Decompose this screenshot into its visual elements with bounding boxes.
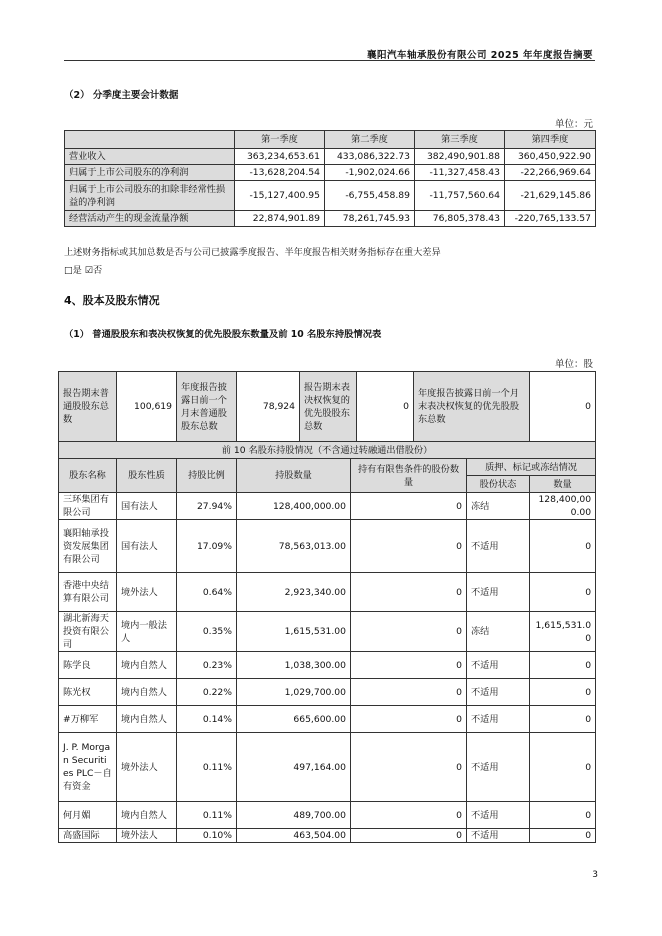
summary-label: 年度报告披露日前一个月末普通股股东总数 xyxy=(177,372,237,442)
shareholders-subtitle: （1） 普通股股东和表决权恢复的优先股股东数量及前 10 名股东持股情况表 xyxy=(64,329,382,340)
summary-value: 0 xyxy=(530,372,596,442)
quarterly-row-label: 营业收入 xyxy=(65,149,235,165)
col-header-name: 股东名称 xyxy=(59,459,117,493)
table-row xyxy=(59,493,596,520)
holder-quantity: 1,615,531.00 xyxy=(237,612,351,652)
holder-quantity: 497,164.00 xyxy=(237,733,351,802)
holder-name: 何月媚 xyxy=(59,802,117,829)
holder-name: 香港中央结算有限公司 xyxy=(59,573,117,612)
summary-value: 78,924 xyxy=(237,372,300,442)
holder-restricted: 0 xyxy=(351,829,467,843)
summary-label: 报告期末普通股股东总数 xyxy=(59,372,117,442)
holder-name: 高盛国际 xyxy=(59,829,117,843)
top10-title: 前 10 名股东持股情况（不含通过转融通出借股份） xyxy=(59,442,596,459)
table-row xyxy=(59,679,596,706)
holder-quantity: 1,029,700.00 xyxy=(237,679,351,706)
holder-pledge-qty: 0 xyxy=(530,520,596,573)
table-row xyxy=(59,802,596,829)
quarterly-cell: -11,327,458.43 xyxy=(415,165,505,181)
holder-restricted: 0 xyxy=(351,493,467,520)
holder-pledge-qty: 0 xyxy=(530,573,596,612)
holder-name: J. P. Morgan Securities PLC－自有资金 xyxy=(59,733,117,802)
col-header-nature: 股东性质 xyxy=(117,459,177,493)
summary-label: 年度报告披露日前一个月末表决权恢复的优先股股东总数 xyxy=(414,372,530,442)
page-header-title: 襄阳汽车轴承股份有限公司 2025 年年度报告摘要 xyxy=(366,50,593,61)
holder-ratio: 0.23% xyxy=(177,652,237,679)
quarterly-table xyxy=(64,130,596,227)
holder-name: 湖北新海天投资有限公司 xyxy=(59,612,117,652)
quarterly-row xyxy=(65,211,596,227)
holder-nature: 境内自然人 xyxy=(117,802,177,829)
table-row xyxy=(59,573,596,612)
holder-quantity: 1,038,300.00 xyxy=(237,652,351,679)
quarterly-row-label: 归属于上市公司股东的净利润 xyxy=(65,165,235,181)
holder-status: 不适用 xyxy=(467,520,530,573)
holder-ratio: 0.22% xyxy=(177,679,237,706)
quarterly-row-label: 经营活动产生的现金流量净额 xyxy=(65,211,235,227)
holder-quantity: 2,923,340.00 xyxy=(237,573,351,612)
col-header-ratio: 持股比例 xyxy=(177,459,237,493)
holder-name: #万柳军 xyxy=(59,706,117,733)
quarterly-col-header: 第一季度 xyxy=(235,131,325,149)
shareholders-section-title: 4、股本及股东情况 xyxy=(64,294,160,307)
summary-value: 100,619 xyxy=(117,372,177,442)
holder-pledge-qty: 0 xyxy=(530,802,596,829)
holder-restricted: 0 xyxy=(351,679,467,706)
holder-status: 不适用 xyxy=(467,706,530,733)
holder-pledge-qty: 0 xyxy=(530,733,596,802)
quarterly-header-corner xyxy=(65,131,235,149)
top10-holders-table xyxy=(58,441,596,843)
quarterly-cell: 76,805,378.43 xyxy=(415,211,505,227)
page-number: 3 xyxy=(592,870,598,880)
holder-restricted: 0 xyxy=(351,573,467,612)
holder-quantity: 78,563,013.00 xyxy=(237,520,351,573)
quarterly-cell: -11,757,560.64 xyxy=(415,181,505,211)
header-divider xyxy=(64,60,595,61)
quarterly-row xyxy=(65,181,596,211)
quarterly-cell: -15,127,400.95 xyxy=(235,181,325,211)
quarterly-cell: -13,628,204.54 xyxy=(235,165,325,181)
col-header-pledge: 质押、标记或冻结情况 xyxy=(467,459,596,476)
holder-nature: 境内自然人 xyxy=(117,679,177,706)
holder-quantity: 128,400,000.00 xyxy=(237,493,351,520)
holder-ratio: 0.10% xyxy=(177,829,237,843)
col-header-pledge-qty: 数量 xyxy=(530,476,596,493)
quarterly-cell: 433,086,322.73 xyxy=(325,149,415,165)
col-header-restricted: 持有有限售条件的股份数量 xyxy=(351,459,467,493)
holder-quantity: 665,600.00 xyxy=(237,706,351,733)
holder-restricted: 0 xyxy=(351,802,467,829)
holder-nature: 境外法人 xyxy=(117,573,177,612)
quarterly-row xyxy=(65,149,596,165)
holder-status: 不适用 xyxy=(467,829,530,843)
summary-label: 报告期末表决权恢复的优先股股东总数 xyxy=(300,372,357,442)
table-row xyxy=(59,733,596,802)
quarterly-col-header: 第四季度 xyxy=(505,131,596,149)
holder-nature: 境内自然人 xyxy=(117,706,177,733)
holder-nature: 境外法人 xyxy=(117,733,177,802)
summary-value: 0 xyxy=(357,372,414,442)
holder-quantity: 489,700.00 xyxy=(237,802,351,829)
holder-pledge-qty: 0 xyxy=(530,829,596,843)
col-header-pledge-status: 股份状态 xyxy=(467,476,530,493)
quarterly-unit: 单位：元 xyxy=(554,119,593,130)
quarterly-cell: 363,234,653.61 xyxy=(235,149,325,165)
holder-ratio: 17.09% xyxy=(177,520,237,573)
holder-status: 不适用 xyxy=(467,573,530,612)
holder-name: 襄阳轴承投资发展集团有限公司 xyxy=(59,520,117,573)
quarterly-cell: 22,874,901.89 xyxy=(235,211,325,227)
quarterly-note: 上述财务指标或其加总数是否与公司已披露季度报告、半年度报告相关财务指标存在重大差异 xyxy=(64,247,441,258)
holder-restricted: 0 xyxy=(351,612,467,652)
holder-nature: 国有法人 xyxy=(117,520,177,573)
quarterly-choice: □是 ☑否 xyxy=(64,265,103,276)
table-row xyxy=(59,520,596,573)
holder-restricted: 0 xyxy=(351,733,467,802)
holder-quantity: 463,504.00 xyxy=(237,829,351,843)
holder-ratio: 0.11% xyxy=(177,802,237,829)
holder-restricted: 0 xyxy=(351,652,467,679)
col-header-quantity: 持股数量 xyxy=(237,459,351,493)
quarterly-cell: -1,902,024.66 xyxy=(325,165,415,181)
holder-ratio: 0.11% xyxy=(177,733,237,802)
holder-ratio: 0.35% xyxy=(177,612,237,652)
holder-pledge-qty: 1,615,531.00 xyxy=(530,612,596,652)
holder-restricted: 0 xyxy=(351,520,467,573)
holder-ratio: 0.14% xyxy=(177,706,237,733)
quarterly-cell: -22,266,969.64 xyxy=(505,165,596,181)
table-row xyxy=(59,612,596,652)
holder-restricted: 0 xyxy=(351,706,467,733)
holder-name: 陈学良 xyxy=(59,652,117,679)
holder-pledge-qty: 0 xyxy=(530,679,596,706)
holder-status: 不适用 xyxy=(467,652,530,679)
holder-name: 陈光权 xyxy=(59,679,117,706)
holder-status: 不适用 xyxy=(467,733,530,802)
table-row xyxy=(59,706,596,733)
holder-status: 不适用 xyxy=(467,802,530,829)
holder-pledge-qty: 128,400,000.00 xyxy=(530,493,596,520)
quarterly-cell: -6,755,458.89 xyxy=(325,181,415,211)
holder-pledge-qty: 0 xyxy=(530,652,596,679)
quarterly-col-header: 第三季度 xyxy=(415,131,505,149)
quarterly-cell: 360,450,922.90 xyxy=(505,149,596,165)
shareholders-unit: 单位：股 xyxy=(554,359,593,370)
holder-ratio: 0.64% xyxy=(177,573,237,612)
quarterly-cell: -220,765,133.57 xyxy=(505,211,596,227)
holder-status: 不适用 xyxy=(467,679,530,706)
quarterly-cell: 78,261,745.93 xyxy=(325,211,415,227)
holder-name: 三环集团有限公司 xyxy=(59,493,117,520)
quarterly-cell: -21,629,145.86 xyxy=(505,181,596,211)
holder-status: 冻结 xyxy=(467,612,530,652)
holder-status: 冻结 xyxy=(467,493,530,520)
holder-nature: 境内自然人 xyxy=(117,652,177,679)
table-row xyxy=(59,829,596,843)
quarterly-cell: 382,490,901.88 xyxy=(415,149,505,165)
quarterly-row xyxy=(65,165,596,181)
holder-ratio: 27.94% xyxy=(177,493,237,520)
holder-nature: 境内一般法人 xyxy=(117,612,177,652)
quarterly-row-label: 归属于上市公司股东的扣除非经常性损益的净利润 xyxy=(65,181,235,211)
shareholders-summary-table xyxy=(58,371,596,442)
holder-pledge-qty: 0 xyxy=(530,706,596,733)
quarterly-section-title: （2） 分季度主要会计数据 xyxy=(64,90,179,101)
quarterly-col-header: 第二季度 xyxy=(325,131,415,149)
table-row xyxy=(59,652,596,679)
holder-nature: 国有法人 xyxy=(117,493,177,520)
holder-nature: 境外法人 xyxy=(117,829,177,843)
